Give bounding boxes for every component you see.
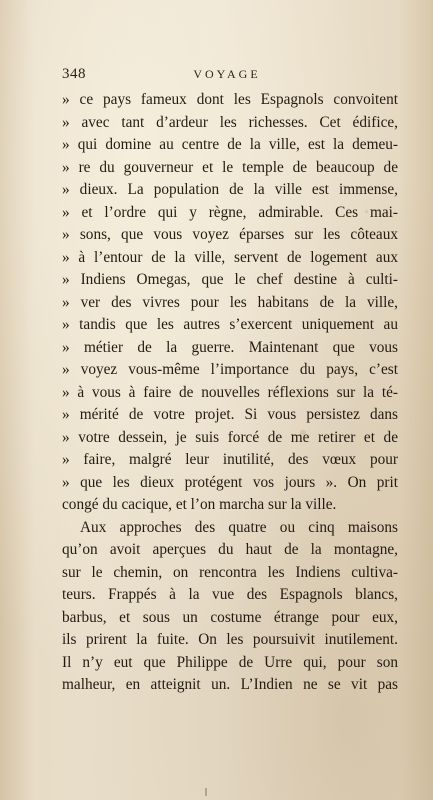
text-line: sur le chemin, on rencontra les Indiens cultiva- bbox=[62, 563, 398, 581]
text-line: » Indiens Omegas, que le chef destine à culti- bbox=[62, 271, 398, 288]
text-line: » métier de la guerre. Maintenant que vous bbox=[62, 338, 398, 356]
text-line: » à vous à faire de nouvelles réflexions sur la té- bbox=[62, 383, 398, 401]
text-line: Il n’y eut que Philippe de Urre qui, pour son bbox=[62, 653, 398, 671]
text-line: » ce pays fameux dont les Espagnols convoitent bbox=[62, 91, 398, 108]
text-line: teurs. Frappés à la vue des Espagnols blancs, bbox=[62, 586, 398, 603]
text-line: barbus, et sous un costume étrange pour eux, bbox=[62, 608, 398, 626]
text-line: qu’on avoit aperçues du haut de la montagne, bbox=[62, 541, 398, 558]
text-line: » sons, que vous voyez éparses sur les côteaux bbox=[62, 226, 398, 243]
text-line: » ver des vivres pour les habitans de la ville, bbox=[62, 293, 398, 311]
text-line: » dieux. La population de la ville est immense, bbox=[62, 181, 398, 198]
paragraph-first-line: Aux approches des quatre ou cinq maisons bbox=[80, 518, 398, 536]
text-line: » tandis que les autres s’exercent uniquement au bbox=[62, 316, 398, 333]
text-line: » re du gouverneur et le temple de beaucoup de bbox=[62, 158, 398, 176]
text-line: » à l’entour de la ville, servent de logement aux bbox=[62, 248, 398, 266]
text-line: » votre dessein, je suis forcé de me retirer et de bbox=[62, 428, 398, 446]
text-line: » mérité de votre projet. Si vous persistez dans bbox=[62, 406, 398, 423]
text-line: » voyez vous-même l’importance du pays, c’est bbox=[62, 361, 398, 378]
text-line: » et l’ordre qui y règne, admirable. Ces mai- bbox=[62, 203, 398, 221]
text-line: malheur, en atteignit un. L’Indien ne se vit pas bbox=[62, 676, 398, 693]
page-number: 348 bbox=[62, 66, 86, 82]
paper-mark bbox=[205, 788, 207, 796]
text-line: » faire, malgré leur inutilité, des vœux pour bbox=[62, 451, 398, 468]
page-header bbox=[62, 66, 392, 86]
text-line: ils prirent la fuite. On les poursuivit inutilement. bbox=[62, 631, 398, 648]
text-line: » avec tant d’ardeur les richesses. Cet édifice, bbox=[62, 113, 398, 131]
text-line: congé du cacique, et l’on marcha sur la ville. bbox=[62, 496, 337, 513]
running-title: VOYAGE bbox=[193, 67, 261, 81]
text-line: » qui domine au centre de la ville, est la demeu- bbox=[62, 136, 398, 153]
text-line: » que les dieux protégent vos jours ». On prit bbox=[62, 473, 398, 491]
body-text bbox=[62, 89, 398, 697]
